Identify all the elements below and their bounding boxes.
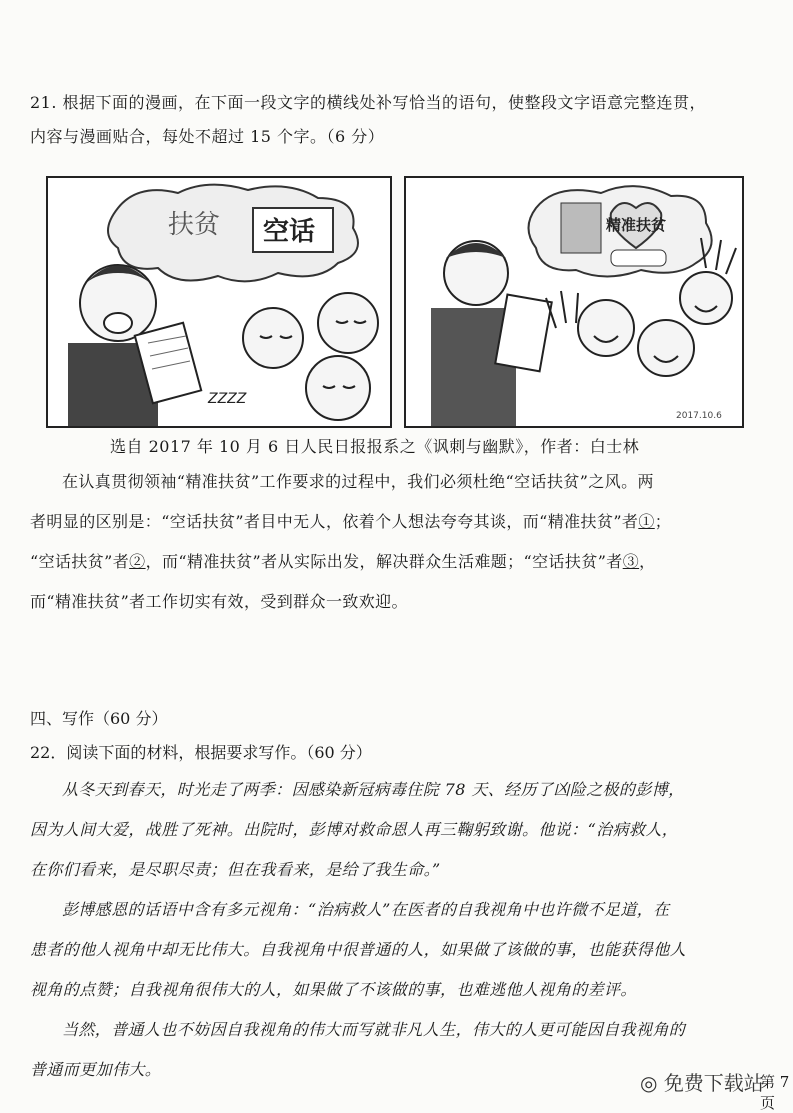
comic-left-sleep-text: ZZZZ: [208, 391, 247, 407]
material-line5: 患者的他人视角中却无比伟大。自我视角中很普通的人，如果做了该做的事，也能获得他人: [30, 940, 687, 959]
passage-line1: 在认真贯彻领袖“精准扶贫”工作要求的过程中，我们必须杜绝“空话扶贫”之风。两: [62, 472, 654, 491]
watermark-text: 免费下载站: [663, 1071, 764, 1095]
watermark-logo: [640, 1067, 764, 1096]
material-line6: 视角的点赞；自我视角很伟大的人，如果做了不该做的事，也难逃他人视角的差评。: [30, 980, 637, 999]
question-21-line1: 21. 根据下面的漫画，在下面一段文字的横线处补写恰当的语句，使整段文字语意完整连贯，: [30, 93, 707, 112]
blank-1[interactable]: ①: [638, 512, 655, 531]
question-21-line2: 内容与漫画贴合，每处不超过 15 个字。（6 分）: [30, 127, 385, 146]
q21-passage: [30, 462, 770, 622]
material-line2: 因为人间大爱，战胜了死神。出院时，彭博对救命恩人再三鞠躬致谢。他说：“治病救人，: [30, 820, 679, 839]
comic-left-panel: [46, 176, 392, 428]
comic-right-heart-text: 精准扶贫: [606, 216, 667, 234]
passage-line4: 而“精准扶贫”者工作切实有效，受到群众一致欢迎。: [30, 592, 408, 611]
passage-line3-end: ，: [639, 552, 656, 571]
material-line7: 当然，普通人也不妨因自我视角的伟大而写就非凡人生，伟大的人更可能因自我视角的: [62, 1020, 686, 1039]
passage-line3: [30, 542, 770, 582]
question-22: 22．阅读下面的材料，根据要求写作。（60 分）: [30, 743, 372, 762]
section-4-heading: 四、写作（60 分）: [30, 709, 168, 728]
passage-line3-start: “空话扶贫”者: [30, 552, 130, 571]
page-number: 第 7 页: [760, 1073, 790, 1112]
passage-line3-text: ，而“精准扶贫”者从实际出发，解决群众生活难题；“空话扶贫”者: [145, 552, 623, 571]
question-21: [30, 86, 770, 154]
comic-right-drawing: [406, 178, 742, 426]
comic-left-bubble-text: 空话: [263, 217, 316, 247]
blank-2[interactable]: ②: [129, 552, 146, 571]
material-line8: 普通而更加伟大。: [30, 1060, 162, 1079]
passage-line2-text: 者明显的区别是：“空话扶贫”者目中无人，依着个人想法夸夸其谈，而“精准扶贫”者: [30, 512, 639, 531]
material-line3: 在你们看来，是尽职尽责；但在我看来，是给了我生命。”: [30, 860, 441, 879]
wechat-icon: ◎: [640, 1071, 658, 1095]
material-line4: 彭博感恩的话语中含有多元视角：“治病救人”在医者的自我视角中也许微不足道，在: [62, 900, 670, 919]
blank-3[interactable]: ③: [622, 552, 640, 571]
comic-right-signature: 2017.10.6: [676, 411, 722, 421]
comic-left-top-text: 扶贫: [168, 210, 221, 240]
comic-left-drawing: [48, 178, 390, 426]
passage-line2-end: ；: [654, 512, 672, 531]
comic-caption: 选自 2017 年 10 月 6 日人民日报报系之《讽刺与幽默》，作者：白士林: [110, 437, 640, 456]
material-line1: 从冬天到春天，时光走了两季：因感染新冠病毒住院 78 天、经历了凶险之极的彭博，: [62, 780, 685, 799]
q22-material: [30, 770, 770, 1090]
comic-right-panel: [404, 176, 744, 428]
passage-line2: [30, 502, 770, 542]
